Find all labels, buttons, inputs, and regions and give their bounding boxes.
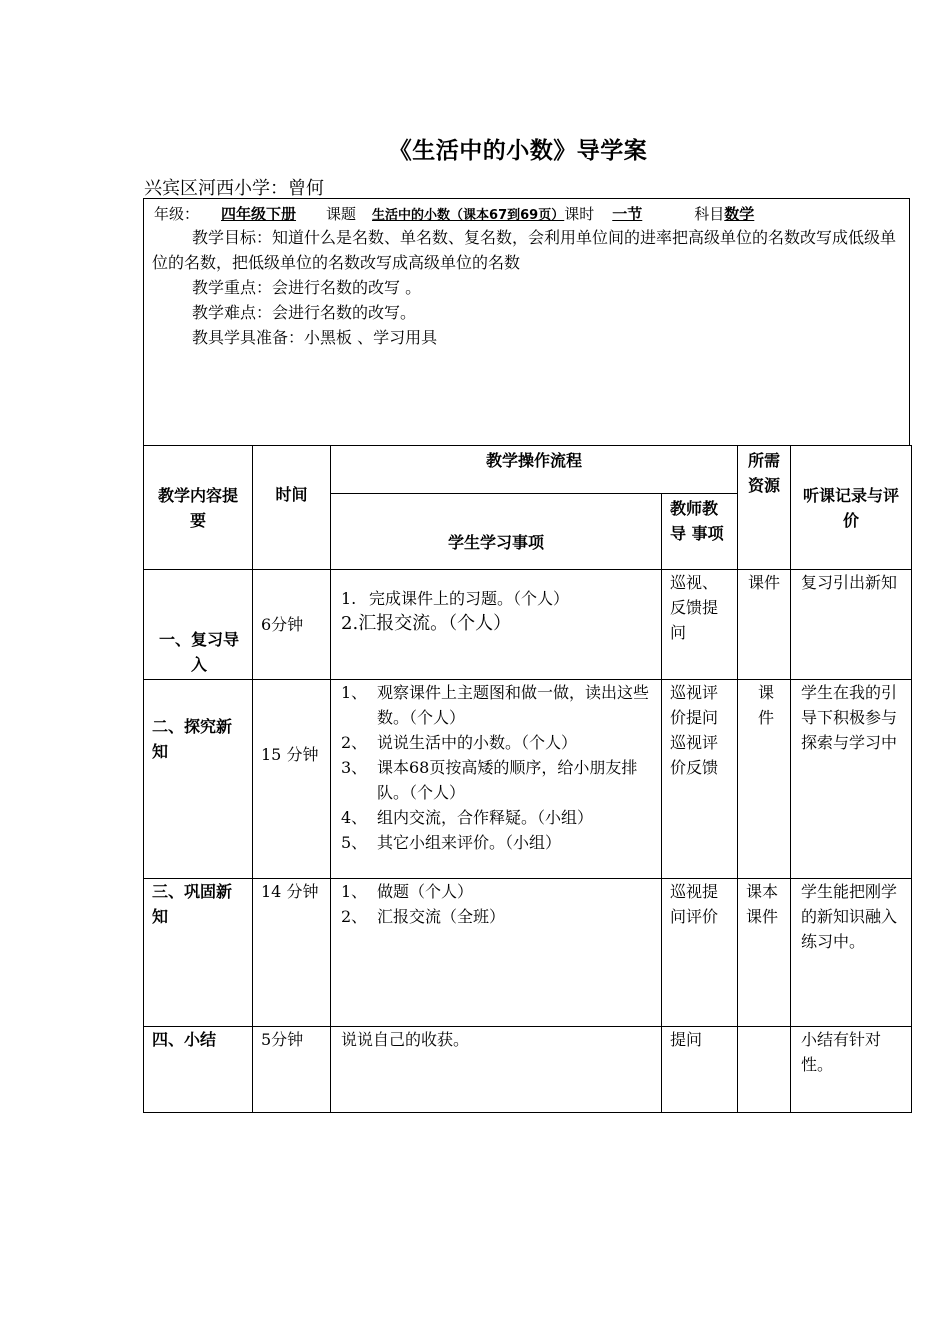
list-item: 3、 课本68页按高矮的顺序，给小朋友排队。（个人） <box>341 758 638 802</box>
list-item: 1. 完成课件上的习题。（个人） <box>341 589 570 608</box>
list-item: 2、 汇报交流（全班） <box>341 907 506 926</box>
resource-cell: 课件 <box>738 570 791 680</box>
record-cell: 学生能把刚学的新知识融入练习中。 <box>791 879 912 1027</box>
section-time: 5分钟 <box>253 1027 331 1113</box>
list-item: 4、 组内交流，合作释疑。（小组） <box>341 808 594 827</box>
page-title: 《生活中的小数》导学案 <box>388 138 648 164</box>
header-teacher: 教师教导 事项 <box>662 494 738 570</box>
table-row <box>144 570 912 680</box>
topic-value: 生活中的小数（课本67到69页） <box>372 208 565 223</box>
list-item: 2. 汇报交流。（个人） <box>341 613 512 634</box>
grade-value: 四年级下册 <box>221 205 297 223</box>
section-title: 一、复习导入 <box>144 570 253 680</box>
header-resource: 所需资源 <box>738 446 791 570</box>
key-point: 教学重点：会进行名数的改写 。 <box>192 278 422 297</box>
table-row <box>144 680 912 879</box>
tools-prep: 教具学具准备：小黑板 、学习用具 <box>192 328 438 347</box>
teacher-actions: 巡视评价提问巡视评价反馈 <box>662 680 738 879</box>
record-cell: 小结有针对性。 <box>791 1027 912 1113</box>
list-item: 1、 观察课件上主题图和做一做，读出这些数。（个人） <box>341 683 650 727</box>
table-header-row <box>144 446 912 494</box>
list-item: 2、 说说生活中的小数。（个人） <box>341 733 578 752</box>
lesson-flow-table <box>143 445 912 1113</box>
section-time: 15 分钟 <box>253 680 331 879</box>
teacher-actions: 巡视提问评价 <box>662 879 738 1027</box>
student-summary: 说说自己的收获。 <box>331 1027 662 1113</box>
list-item: 1、 做题（个人） <box>341 882 474 901</box>
resource-cell: 课件 <box>738 680 791 879</box>
list-item: 5、 其它小组来评价。（小组） <box>341 833 562 852</box>
subject-value: 数学 <box>724 205 755 223</box>
student-steps <box>331 570 662 680</box>
period-value: 一节 <box>612 205 643 223</box>
student-steps <box>331 879 662 1027</box>
teaching-objective: 教学目标：知道什么是名数、单名数、复名数，会利用单位间的进率把高级单位的名数改写成低级单位的名数，把低级单位的名数改写成高级单位的名数 <box>152 228 897 272</box>
header-record: 听课记录与评价 <box>791 446 912 570</box>
lesson-meta-line <box>154 203 766 224</box>
table-row <box>144 1027 912 1113</box>
resource-cell <box>738 1027 791 1113</box>
section-title: 四、小结 <box>144 1027 253 1113</box>
author-line: 兴宾区河西小学：曾何 <box>144 178 324 199</box>
resource-cell: 课本课件 <box>738 879 791 1027</box>
header-time: 时间 <box>253 446 331 570</box>
header-student: 学生学习事项 <box>331 494 662 570</box>
period-label: 课时 <box>564 205 595 223</box>
lesson-info-box <box>143 198 910 446</box>
teacher-actions: 巡视、反馈提问 <box>662 570 738 680</box>
section-title: 三、巩固新知 <box>144 879 253 1027</box>
header-content: 教学内容提要 <box>144 446 253 570</box>
teacher-actions: 提问 <box>662 1027 738 1113</box>
section-time: 14 分钟 <box>253 879 331 1027</box>
record-cell: 复习引出新知 <box>791 570 912 680</box>
grade-label: 年级： <box>154 205 200 223</box>
table-row <box>144 879 912 1027</box>
topic-label: 课题 <box>326 205 357 223</box>
student-steps <box>331 680 662 879</box>
difficulty-point: 教学难点：会进行名数的改写。 <box>192 303 417 322</box>
record-cell: 学生在我的引导下积极参与探索与学习中 <box>791 680 912 879</box>
header-flow: 教学操作流程 <box>331 446 738 494</box>
section-time: 6分钟 <box>253 570 331 680</box>
subject-label: 科目 <box>694 205 725 223</box>
section-title: 二、探究新知 <box>144 680 253 879</box>
